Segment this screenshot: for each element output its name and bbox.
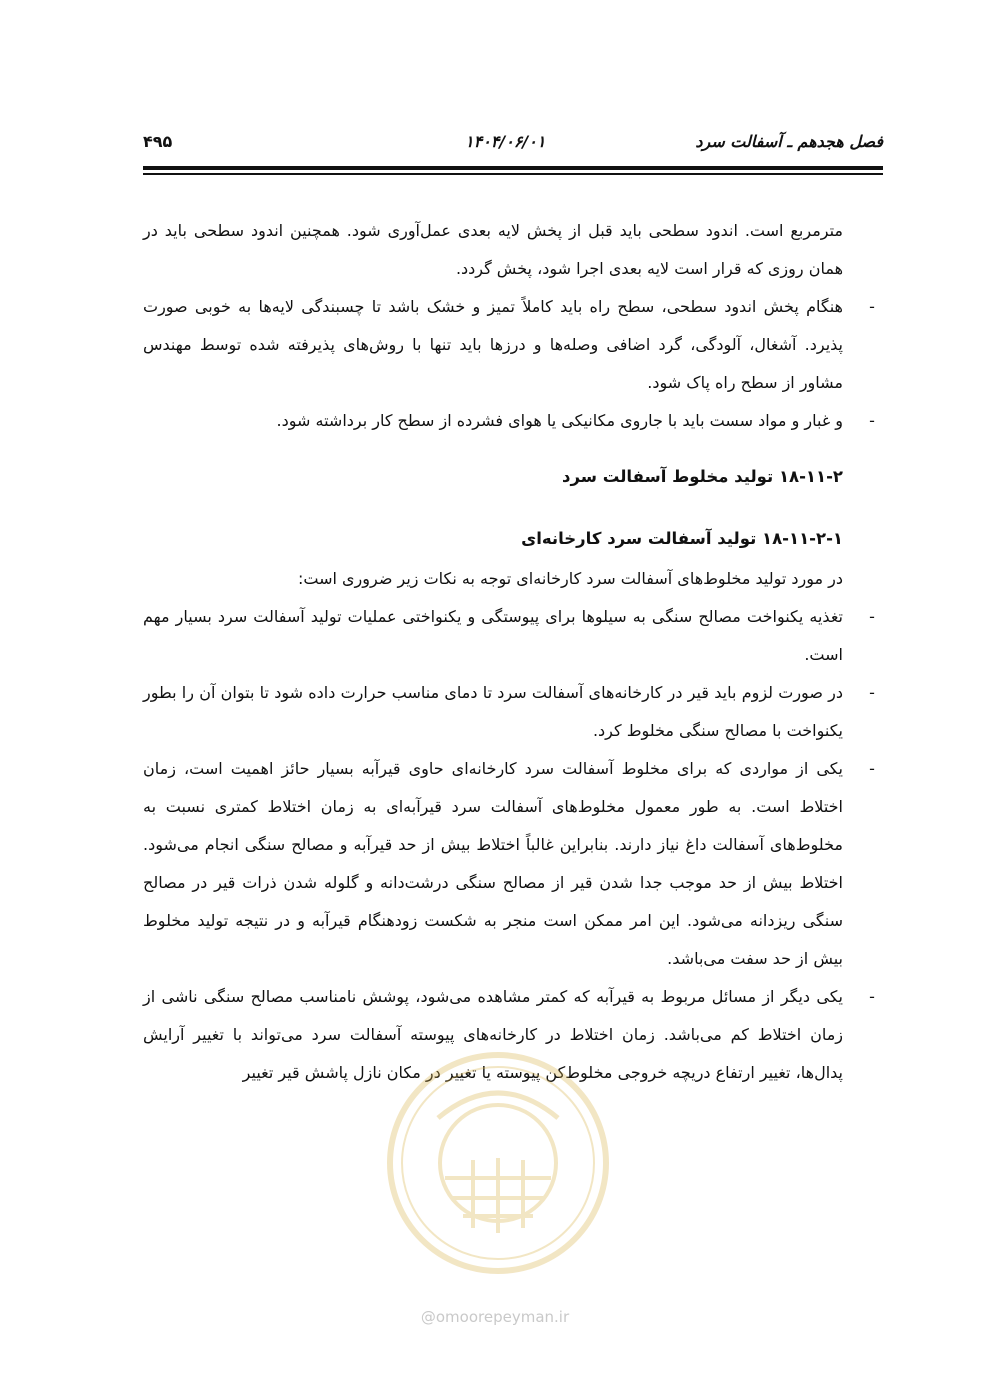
page-header — [143, 128, 883, 158]
intro-paragraph: در مورد تولید مخلوط‌های آسفالت سرد کارخانه‌ای توجه به نکات زیر ضروری است: — [297, 569, 843, 588]
bullet-dash: - — [869, 683, 875, 702]
list-item — [143, 402, 875, 440]
header-rule-thick — [143, 166, 883, 170]
header-date: ۱۴۰۴/۰۶/۰۱ — [465, 132, 546, 151]
seal-logo-icon — [383, 1048, 613, 1278]
list-item — [143, 674, 875, 750]
bullet-text: در صورت لزوم باید قیر در کارخانه‌های آسفالت سرد تا دمای مناسب حرارت داده شود تا بتوان آن را بطور یکنواخت با مصالح سنگی مخلوط کرد. — [143, 683, 843, 740]
bullet-dash: - — [869, 607, 875, 626]
bullet-text: یکی دیگر از مسائل مربوط به قیرآبه که کمتر مشاهده می‌شود، پوشش نامناسب مصالح سنگی ناشی از زمان اختلاط کم می‌باشد. زمان اختلاط در کارخانه‌های پیوسته آسفالت سرد می‌تواند با تغییر آرایش پدال‌ها، تغییر ارتفاع دریچه خروجی مخلوط‌کن پیوسته یا تغییر در مکان نازل پاشش قیر تغییر — [143, 987, 843, 1082]
bullet-text: تغذیه یکنواخت مصالح سنگی به سیلوها برای پیوستگی و یکنواختی عملیات تولید آسفالت سرد بسیار مهم است. — [143, 607, 843, 664]
watermark-text: @omoorepeyman.ir — [420, 1308, 570, 1326]
bullet-dash: - — [869, 411, 875, 430]
list-item — [143, 750, 875, 978]
document-body — [143, 212, 875, 1092]
bullet-dash: - — [869, 987, 875, 1006]
bullet-text: و غبار و مواد سست باید با جاروی مکانیکی یا هوای فشرده از سطح کار برداشته شود. — [276, 411, 843, 430]
list-item — [143, 598, 875, 674]
subsection-heading: ۱۸-۱۱-۲-۱ تولید آسفالت سرد کارخانه‌ای — [521, 529, 843, 548]
list-item — [143, 288, 875, 402]
bullet-text: هنگام پخش اندود سطحی، سطح راه باید کاملاً تمیز و خشک باشد تا چسبندگی لایه‌ها به خوبی صورت پذیرد. آشغال، آلودگی، گرد اضافی وصله‌ها و درزها باید تنها با روش‌های پذیرفته شده توسط مهندس مشاور از سطح راه پاک شود. — [143, 297, 843, 392]
page-number: ۴۹۵ — [143, 132, 173, 151]
bullet-dash: - — [869, 297, 875, 316]
bullet-text: یکی از مواردی که برای مخلوط آسفالت سرد کارخانه‌ای حاوی قیرآبه بسیار حائز اهمیت است، زمان اختلاط است. به طور معمول مخلوط‌های آسفالت سرد قیرآبه‌ای به زمان اختلاط کمتری نسبت به مخلوط‌های آسفالت داغ نیاز دارند. بنابراین غالباً اختلاط بیش از حد قیرآبه و مصالح سنگی انجام می‌شود. اختلاط بیش از حد موجب جدا شدن قیر از مصالح سنگی درشت‌دانه و گلوله شدن ذرات قیر در مصالح سنگی ریزدانه می‌شود. این امر ممکن است منجر به شکست زودهنگام قیرآبه و در نتیجه تولید مخلوط بیش از حد سفت می‌باشد. — [143, 759, 843, 968]
paragraph-continued: مترمربع است. اندود سطحی باید قبل از پخش لایه بعدی عمل‌آوری شود. همچنین اندود سطحی باید در همان روزی که قرار است لایه بعدی اجرا شود، پخش گردد. — [143, 221, 843, 278]
header-rule-thin — [143, 173, 883, 175]
bullet-dash: - — [869, 759, 875, 778]
chapter-title: فصل هجدهم ـ آسفالت سرد — [695, 132, 883, 151]
section-heading: ۱۸-۱۱-۲ تولید مخلوط آسفالت سرد — [562, 467, 843, 486]
